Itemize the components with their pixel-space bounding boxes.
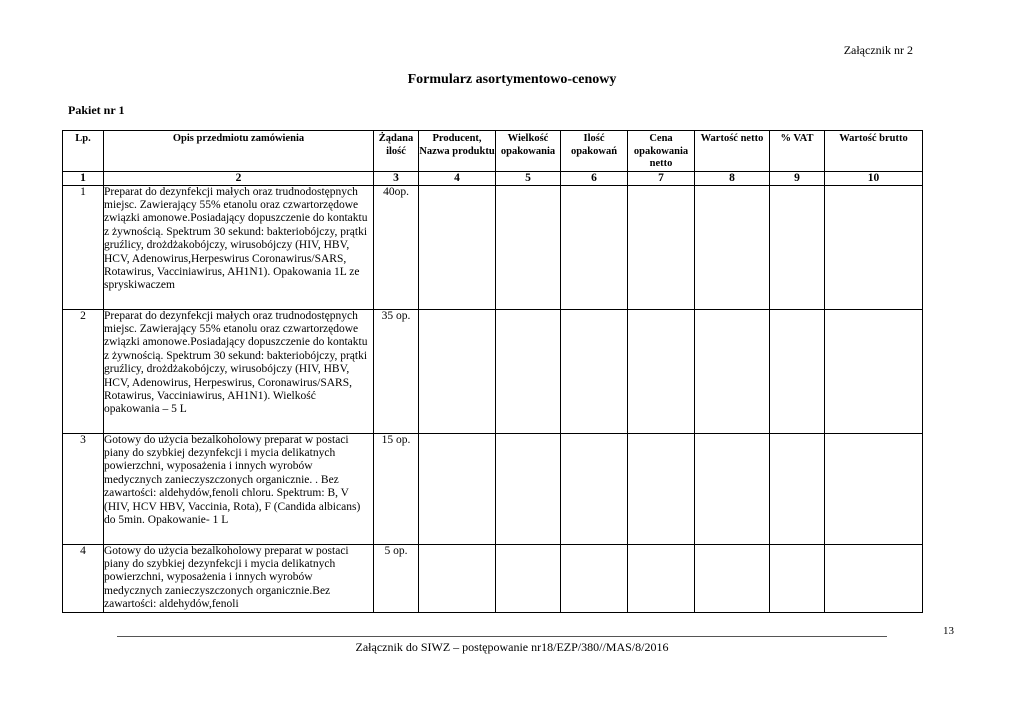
requested-quantity: 35 op. bbox=[374, 309, 419, 433]
package-size-cell[interactable] bbox=[496, 433, 561, 544]
package-count-cell[interactable] bbox=[561, 309, 628, 433]
row-number: 2 bbox=[63, 309, 104, 433]
column-header: Opis przedmiotu zamówienia bbox=[104, 131, 374, 172]
unit-price-cell[interactable] bbox=[628, 185, 695, 309]
package-label: Pakiet nr 1 bbox=[68, 103, 125, 117]
requested-quantity: 15 op. bbox=[374, 433, 419, 544]
item-description: Preparat do dezynfekcji małych oraz trudnodostępnych miejsc. Zawierający 55% etanolu oraz czwartorzędowe związki amonowe.Posiadający dopuszczenie do kontaktu z żywnością. Spektrum 30 sekund: bakteriobójczy, prątki gruźlicy, drożdżakobójczy, wirusobójczy (HIV, HBV, HCV, Adenowirus, Herpeswirus, Coronawirus/SARS, Rotawirus, Vacciniawirus, AH1N1). Wielkość opakowania – 5 L bbox=[104, 309, 374, 433]
table-row bbox=[63, 433, 923, 544]
package-size-cell[interactable] bbox=[496, 185, 561, 309]
package-count-cell[interactable] bbox=[561, 433, 628, 544]
column-number-row bbox=[63, 171, 923, 185]
item-description: Gotowy do użycia bezalkoholowy preparat w postaci piany do szybkiej dezynfekcji i mycia delikatnych powierzchni, wyposażenia i innych wyrobów medycznych zanieczyszczonych organicznie.Bez zawartości: aldehydów,fenoli bbox=[104, 544, 374, 612]
producer-cell[interactable] bbox=[419, 433, 496, 544]
column-number: 4 bbox=[419, 171, 496, 185]
gross-value-cell[interactable] bbox=[825, 185, 923, 309]
column-header: Producent, Nazwa produktu bbox=[419, 131, 496, 172]
column-header: Lp. bbox=[63, 131, 104, 172]
net-value-cell[interactable] bbox=[695, 544, 770, 612]
package-size-cell[interactable] bbox=[496, 309, 561, 433]
column-number: 8 bbox=[695, 171, 770, 185]
vat-cell[interactable] bbox=[770, 185, 825, 309]
net-value-cell[interactable] bbox=[695, 309, 770, 433]
table-header-row bbox=[63, 131, 923, 172]
column-header: Żądana ilość bbox=[374, 131, 419, 172]
gross-value-cell[interactable] bbox=[825, 544, 923, 612]
producer-cell[interactable] bbox=[419, 309, 496, 433]
row-number: 1 bbox=[63, 185, 104, 309]
unit-price-cell[interactable] bbox=[628, 544, 695, 612]
column-number: 3 bbox=[374, 171, 419, 185]
item-description: Gotowy do użycia bezalkoholowy preparat w postaci piany do szybkiej dezynfekcji i mycia delikatnych powierzchni, wyposażenia i innych wyrobów medycznych zanieczyszczonych organicznie. . Bez zawartości: aldehydów,fenoli chloru. Spektrum: B, V (HIV, HCV HBV, Vaccinia, Rota), F (Candida albicans) do 5min. Opakowanie- 1 L bbox=[104, 433, 374, 544]
net-value-cell[interactable] bbox=[695, 433, 770, 544]
producer-cell[interactable] bbox=[419, 544, 496, 612]
vat-cell[interactable] bbox=[770, 544, 825, 612]
item-description: Preparat do dezynfekcji małych oraz trudnodostępnych miejsc. Zawierający 55% etanolu oraz czwartorzędowe związki amonowe.Posiadający dopuszczenie do kontaktu z żywnością. Spektrum 30 sekund: bakteriobójczy, prątki gruźlicy, drożdżakobójczy, wirusobójczy (HIV, HBV, HCV, Adenowirus,Herpeswirus Coronawirus/SARS, Rotawirus, Vacciniawirus, AH1N1). Opakowania 1L ze spryskiwaczem bbox=[104, 185, 374, 309]
requested-quantity: 40op. bbox=[374, 185, 419, 309]
column-header: Cena opakowania netto bbox=[628, 131, 695, 172]
column-number: 7 bbox=[628, 171, 695, 185]
unit-price-cell[interactable] bbox=[628, 433, 695, 544]
page-number: 13 bbox=[943, 625, 954, 637]
column-number: 9 bbox=[770, 171, 825, 185]
assortment-price-table bbox=[62, 130, 923, 613]
footer-divider bbox=[117, 636, 887, 637]
table-row bbox=[63, 544, 923, 612]
column-number: 1 bbox=[63, 171, 104, 185]
column-number: 6 bbox=[561, 171, 628, 185]
package-size-cell[interactable] bbox=[496, 544, 561, 612]
column-header: Ilość opakowań bbox=[561, 131, 628, 172]
column-header: Wartość netto bbox=[695, 131, 770, 172]
producer-cell[interactable] bbox=[419, 185, 496, 309]
column-header: % VAT bbox=[770, 131, 825, 172]
column-header: Wielkość opakowania bbox=[496, 131, 561, 172]
column-number: 10 bbox=[825, 171, 923, 185]
page-title: Formularz asortymentowo-cenowy bbox=[407, 72, 617, 87]
footer-text: Załącznik do SIWZ – postępowanie nr18/EZP/380//MAS/8/2016 bbox=[355, 640, 669, 654]
gross-value-cell[interactable] bbox=[825, 309, 923, 433]
package-count-cell[interactable] bbox=[561, 185, 628, 309]
row-number: 4 bbox=[63, 544, 104, 612]
net-value-cell[interactable] bbox=[695, 185, 770, 309]
package-count-cell[interactable] bbox=[561, 544, 628, 612]
vat-cell[interactable] bbox=[770, 309, 825, 433]
column-header: Wartość brutto bbox=[825, 131, 923, 172]
row-number: 3 bbox=[63, 433, 104, 544]
table-row bbox=[63, 185, 923, 309]
requested-quantity: 5 op. bbox=[374, 544, 419, 612]
table-row bbox=[63, 309, 923, 433]
annex-label: Załącznik nr 2 bbox=[843, 43, 913, 57]
gross-value-cell[interactable] bbox=[825, 433, 923, 544]
column-number: 5 bbox=[496, 171, 561, 185]
column-number: 2 bbox=[104, 171, 374, 185]
unit-price-cell[interactable] bbox=[628, 309, 695, 433]
vat-cell[interactable] bbox=[770, 433, 825, 544]
